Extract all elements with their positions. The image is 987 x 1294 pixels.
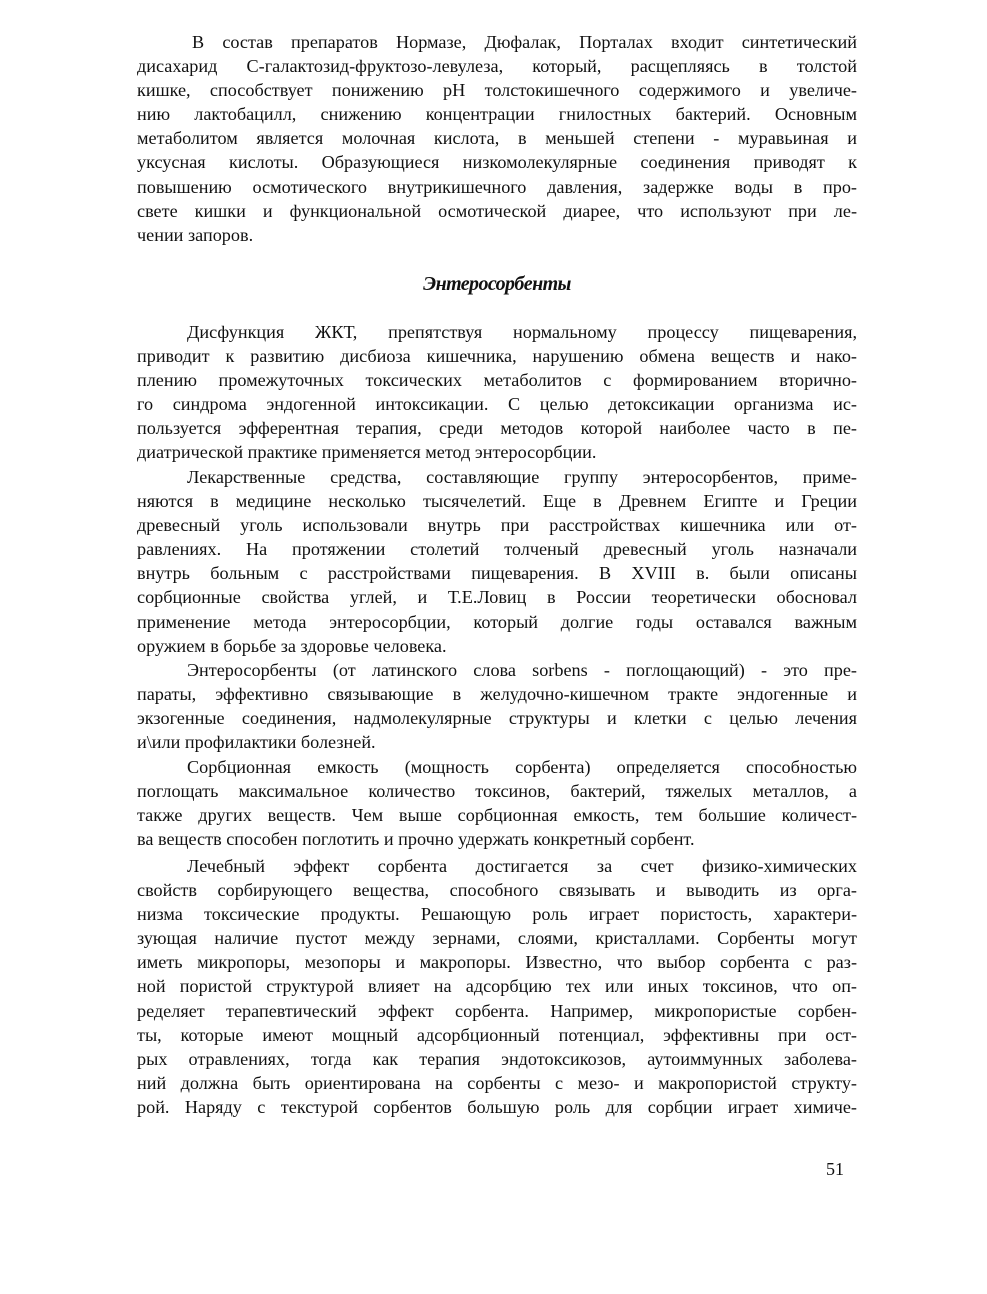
text-line: параты, эффективно связывающие в желудочно-кишечном тракте эндогенные и xyxy=(137,684,857,705)
text-line: В состав препаратов Нормазе, Дюфалак, Порталах входит синтетический xyxy=(192,32,857,52)
text-line: также других веществ. Чем выше сорбционная емкость, тем большие количест- xyxy=(137,805,857,826)
text-line: поглощать максимальное количество токсинов, бактерий, тяжелых металлов, а xyxy=(137,781,857,802)
paragraph-porosity xyxy=(137,854,857,1119)
text-line: го синдрома эндогенной интоксикации. С целью детоксикации организма ис- xyxy=(137,394,857,415)
text-line: и\или профилактики болезней. xyxy=(137,732,376,753)
text-line: ний должна быть ориентирована на сорбенты с мезо- и макропористой структу- xyxy=(137,1072,857,1093)
text-line: ва веществ способен поглотить и прочно удержать конкретный сорбент. xyxy=(137,829,695,850)
text-line: уксусная кислоты. Образующиеся низкомолекулярные соединения приводят к xyxy=(137,152,857,173)
text-line: ной пористой структурой влияет на адсорбцию тех или иных токсинов, что оп- xyxy=(137,976,857,997)
text-line: диатрической практике применяется метод энтеросорбции. xyxy=(137,442,597,463)
text-line: свойств сорбирующего вещества, способного связывать и выводить из орга- xyxy=(137,880,857,901)
page-number: 51 xyxy=(826,1159,844,1179)
text-line: плению промежуточных токсических метаболитов с формированием вторично- xyxy=(137,370,857,391)
text-line: сорбционные свойства углей, и Т.Е.Ловиц в России теоретически обосновал xyxy=(137,587,857,608)
text-line: метаболитом является молочная кислота, в меньшей степени - муравьиная и xyxy=(137,128,857,149)
text-line: применение метода энтеросорбции, который долгие годы оставался важным xyxy=(137,611,857,632)
intro-paragraph xyxy=(137,30,857,247)
paragraph-definition xyxy=(137,658,857,754)
text-line: нию лактобацилл, снижению концентрации гнилостных бактерий. Основным xyxy=(137,104,857,125)
paragraph-capacity xyxy=(137,755,857,851)
text-line: Лекарственные средства, составляющие группу энтеросорбентов, приме- xyxy=(187,467,857,487)
text-line: Энтеросорбенты (от латинского слова sorbens - поглощающий) - это пре- xyxy=(187,660,857,680)
text-line: дисахарид С-галактозид-фруктозо-левулеза, который, расщепляясь в толстой xyxy=(137,56,857,77)
text-line: рых отравлениях, тогда как терапия эндотоксикозов, аутоиммунных заболева- xyxy=(137,1048,857,1069)
text-line: Дисфункция ЖКТ, препятствуя нормальному процессу пищеварения, xyxy=(187,322,857,342)
paragraph-history xyxy=(137,465,857,658)
text-line: оружием в борьбе за здоровье человека. xyxy=(137,635,447,656)
text-line: чении запоров. xyxy=(137,224,254,245)
text-line: зующая наличие пустот между зернами, слоями, кристаллами. Сорбенты могут xyxy=(137,928,857,949)
text-line: няются в медицине несколько тысячелетий. Еще в Древнем Египте и Греции xyxy=(137,491,857,512)
text-line: Сорбционная емкость (мощность сорбента) определяется способностью xyxy=(187,757,857,777)
paragraph-dysfunction xyxy=(137,320,857,465)
text-line: Лечебный эффект сорбента достигается за счет физико-химических xyxy=(187,856,857,876)
text-line: ты, которые имеют мощный адсорбционный потенциал, эффективны при ост- xyxy=(137,1024,857,1045)
section-heading: Энтеросорбенты xyxy=(423,273,571,295)
text-line: равлениях. На протяжении столетий толченый древесный уголь назначали xyxy=(137,539,857,560)
text-line: пользуется эфферентная терапия, среди методов которой наиболее часто в пе- xyxy=(137,418,857,439)
text-line: внутрь больным с расстройствами пищеварения. В XVIII в. были описаны xyxy=(137,563,857,584)
text-line: ределяет терапевтический эффект сорбента. Например, микропористые сорбен- xyxy=(137,1000,857,1021)
text-line: свете кишки и функциональной осмотической диарее, что используют при ле- xyxy=(137,200,857,221)
text-line: низма токсические продукты. Решающую роль играет пористость, характери- xyxy=(137,904,857,925)
text-line: иметь микропоры, мезопоры и макропоры. Известно, что выбор сорбента с раз- xyxy=(137,952,857,973)
text-line: повышению осмотического внутрикишечного давления, задержке воды в про- xyxy=(137,176,857,197)
text-line: приводит к развитию дисбиоза кишечника, нарушению обмена веществ и нако- xyxy=(137,346,857,367)
text-line: кишке, способствует понижению рН толстокишечного содержимого и увеличе- xyxy=(137,80,857,101)
text-line: древесный уголь использовали внутрь при расстройствах кишечника или от- xyxy=(137,515,857,536)
text-line: экзогенные соединения, надмолекулярные структуры и клетки с целью лечения xyxy=(137,708,857,729)
text-line: рой. Наряду с текстурой сорбентов большую роль для сорбции играет химиче- xyxy=(137,1096,857,1117)
